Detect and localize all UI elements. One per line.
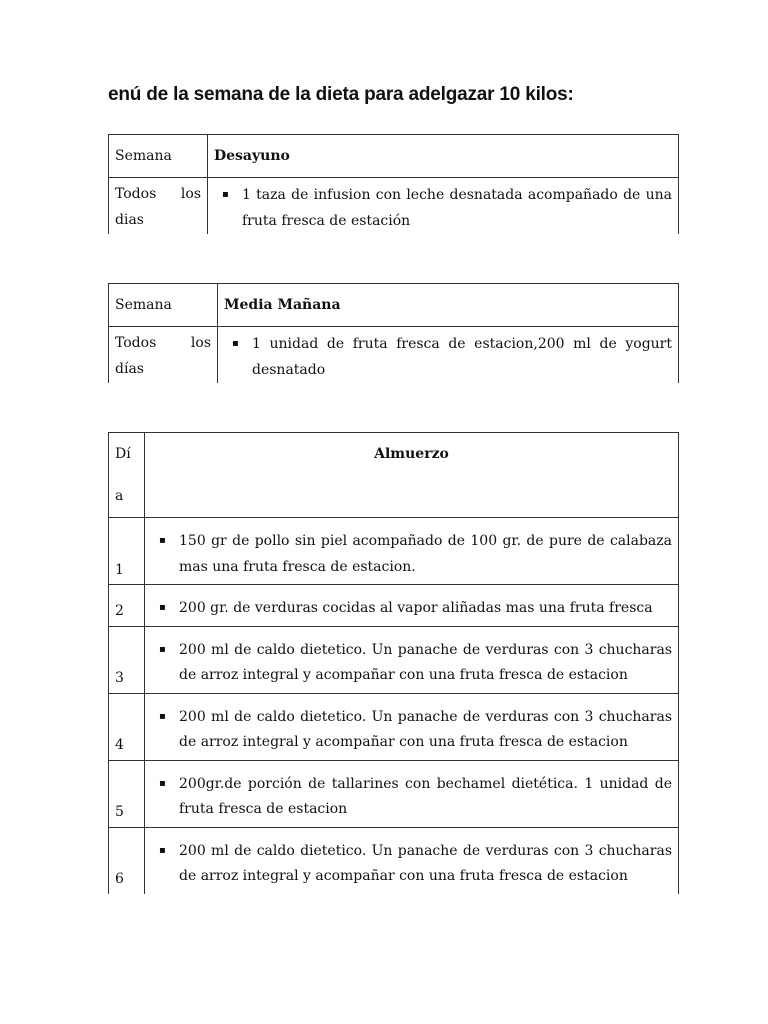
list-item (145, 585, 679, 627)
square-bullet-icon: ▪ (222, 189, 229, 200)
table-row (109, 585, 679, 627)
item-text: 200gr.de porción de tallarines con bechamel dietética. 1 unidad de fruta fresca de estacion (179, 775, 672, 817)
item-text: 200 ml de caldo dietetico. Un panache de verduras con 3 chucharas de arroz integral y acompañar con una fruta fresca de estacion (179, 641, 672, 683)
list-item (145, 760, 679, 827)
table-row (109, 760, 679, 827)
day-number: 1 (109, 518, 145, 585)
mid-morning-table (108, 283, 679, 383)
row-label: Todos los dias (109, 178, 208, 235)
table-row (109, 827, 679, 894)
square-bullet-icon: ▪ (159, 710, 166, 722)
item-text: 200 ml de caldo dietetico. Un panache de verduras con 3 chucharas de arroz integral y acompañar con una fruta fresca de estacion (179, 842, 672, 884)
day-number: 6 (109, 827, 145, 894)
square-bullet-icon: ▪ (232, 338, 239, 349)
column-header-desayuno: Desayuno (208, 135, 679, 178)
table-row (109, 626, 679, 693)
table-row (109, 178, 679, 235)
list-item (218, 327, 679, 384)
column-header-semana: Semana (109, 135, 208, 178)
day-number: 2 (109, 585, 145, 627)
item-text: 150 gr de pollo sin piel acompañado de 100 gr. de pure de calabaza mas una fruta fresca de estacion. (179, 533, 672, 575)
item-text: 1 unidad de fruta fresca de estacion,200 ml de yogurt desnatado (252, 336, 672, 378)
square-bullet-icon: ▪ (159, 643, 166, 655)
item-text: 1 taza de infusion con leche desnatada acompañado de una fruta fresca de estación (242, 187, 672, 229)
column-header-media-manana: Media Mañana (218, 284, 679, 327)
day-number: 4 (109, 693, 145, 760)
day-number: 5 (109, 760, 145, 827)
breakfast-table (108, 134, 679, 234)
table-row (109, 518, 679, 585)
item-text: 200 gr. de verduras cocidas al vapor aliñadas mas una fruta fresca (179, 600, 653, 616)
column-header-semana: Semana (109, 284, 218, 327)
square-bullet-icon: ▪ (159, 535, 166, 546)
list-item (208, 178, 679, 235)
row-label: Todos los días (109, 327, 218, 384)
square-bullet-icon: ▪ (159, 844, 166, 856)
square-bullet-icon: ▪ (159, 602, 166, 613)
day-number: 3 (109, 626, 145, 693)
column-header-dia: Día (109, 433, 145, 518)
table-header-row (109, 135, 679, 178)
list-item (145, 518, 679, 585)
table-header-row (109, 284, 679, 327)
lunch-table (108, 432, 679, 894)
page-title: enú de la semana de la dieta para adelgazar 10 kilos: (108, 84, 574, 105)
table-row (109, 327, 679, 384)
column-header-almuerzo: Almuerzo (145, 433, 679, 518)
list-item (145, 827, 679, 894)
table-header-row (109, 433, 679, 518)
table-row (109, 693, 679, 760)
list-item (145, 693, 679, 760)
list-item (145, 626, 679, 693)
item-text: 200 ml de caldo dietetico. Un panache de verduras con 3 chucharas de arroz integral y acompañar con una fruta fresca de estacion (179, 708, 672, 750)
square-bullet-icon: ▪ (159, 777, 166, 789)
